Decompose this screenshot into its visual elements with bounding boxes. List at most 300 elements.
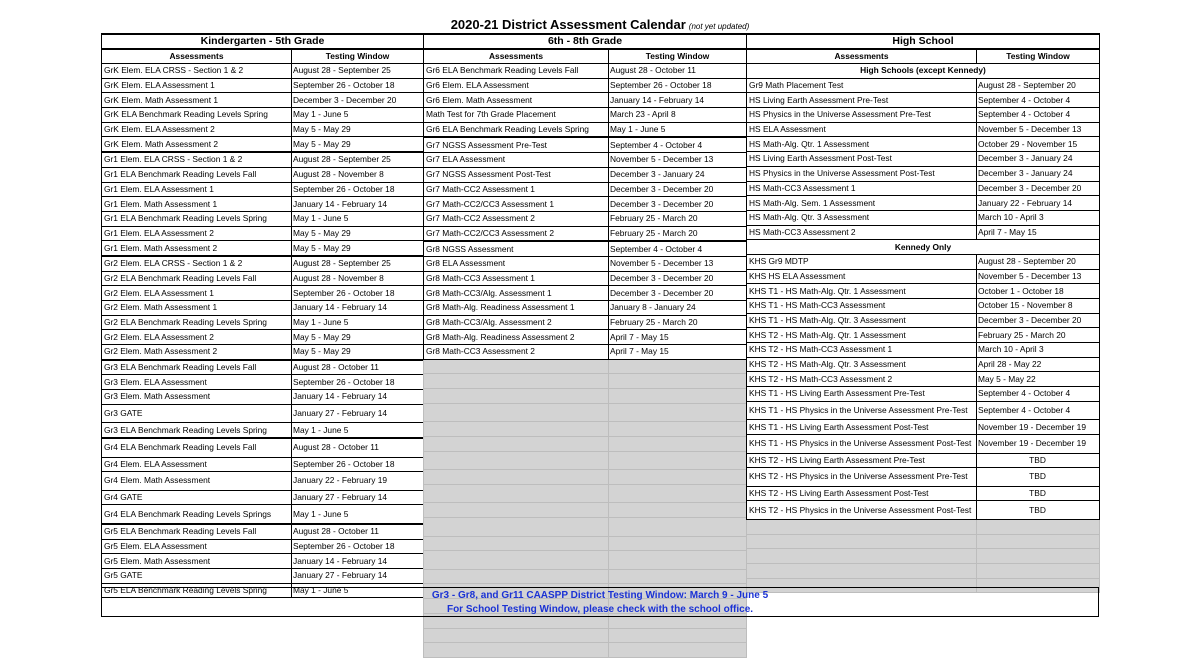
assessment-row xyxy=(747,152,1100,167)
hs-heading-row xyxy=(747,34,1100,49)
assessment-name: Gr5 Elem. Math Assessment xyxy=(102,554,292,569)
empty-cell xyxy=(977,534,1100,549)
assessment-name: Gr8 Math-CC3/Alg. Assessment 2 xyxy=(424,315,609,330)
title-text: 2020-21 District Assessment Calendar xyxy=(450,17,686,32)
assessment-name: HS Math-CC3 Assessment 1 xyxy=(747,181,977,196)
empty-filler-row xyxy=(424,437,747,452)
assessment-row xyxy=(747,387,1100,402)
assessment-row xyxy=(747,196,1100,211)
empty-cell xyxy=(977,519,1100,534)
testing-window: TBD xyxy=(977,486,1100,501)
assessment-row xyxy=(102,122,424,137)
assessment-row xyxy=(747,181,1100,196)
assessment-row xyxy=(747,269,1100,284)
k5-heading-row xyxy=(102,34,424,49)
empty-cell xyxy=(609,518,747,537)
assessment-row xyxy=(424,286,747,301)
assessment-name: Gr6 Elem. ELA Assessment xyxy=(424,78,609,93)
assessment-row xyxy=(102,524,424,539)
empty-filler-row xyxy=(424,551,747,570)
empty-cell xyxy=(609,470,747,485)
empty-cell xyxy=(609,628,747,643)
assessment-name: KHS Gr9 MDTP xyxy=(747,254,977,269)
assessment-name: HS ELA Assessment xyxy=(747,122,977,137)
empty-filler-row xyxy=(424,359,747,374)
section-6-8 xyxy=(423,33,746,658)
title-note: (not yet updated) xyxy=(688,22,750,31)
empty-filler-row xyxy=(424,536,747,551)
assessment-name: Gr5 GATE xyxy=(102,568,292,583)
testing-window: January 22 - February 19 xyxy=(292,472,424,491)
assessment-row xyxy=(747,137,1100,152)
testing-window: December 3 - December 20 xyxy=(292,93,424,108)
assessment-name: Gr4 ELA Benchmark Reading Levels Springs xyxy=(102,505,292,524)
assessment-name: KHS T1 - HS Physics in the Universe Assessment Post-Test xyxy=(747,435,977,454)
assessment-name: HS Math-Alg. Sem. 1 Assessment xyxy=(747,196,977,211)
assessment-name: GrK Elem. ELA Assessment 2 xyxy=(102,122,292,137)
empty-filler-row xyxy=(424,569,747,584)
assessment-name: Gr5 Elem. ELA Assessment xyxy=(102,539,292,554)
assessment-name: Gr2 Elem. ELA Assessment 2 xyxy=(102,330,292,345)
empty-cell xyxy=(747,563,977,578)
assessment-name: HS Math-CC3 Assessment 2 xyxy=(747,225,977,240)
testing-window: January 27 - February 14 xyxy=(292,568,424,583)
assessment-name: KHS T2 - HS Physics in the Universe Assessment Post-Test xyxy=(747,501,977,520)
testing-window: October 29 - November 15 xyxy=(977,137,1100,152)
assessment-name: Gr6 ELA Benchmark Reading Levels Spring xyxy=(424,122,609,137)
assessment-row xyxy=(424,271,747,286)
assessment-row xyxy=(102,554,424,569)
assessment-row xyxy=(102,182,424,197)
empty-cell xyxy=(609,643,747,658)
assessment-name: KHS T1 - HS Living Earth Assessment Post-Test xyxy=(747,420,977,435)
assessment-row xyxy=(102,505,424,524)
testing-window: August 28 - September 20 xyxy=(977,254,1100,269)
testing-window: May 5 - May 29 xyxy=(292,330,424,345)
empty-cell xyxy=(424,484,609,503)
assessments-column-header: Assessments xyxy=(747,49,977,64)
school-group-row xyxy=(747,240,1100,255)
assessment-name: Gr8 Math-CC3/Alg. Assessment 1 xyxy=(424,286,609,301)
assessment-row xyxy=(424,315,747,330)
testing-window: September 4 - October 4 xyxy=(609,241,747,256)
testing-window: November 5 - December 13 xyxy=(609,256,747,271)
empty-filler-row xyxy=(424,470,747,485)
assessment-name: Gr8 Math-Alg. Readiness Assessment 1 xyxy=(424,301,609,316)
empty-filler-row xyxy=(747,534,1100,549)
assessment-row xyxy=(747,313,1100,328)
testing-window: August 28 - November 8 xyxy=(292,271,424,286)
assessment-row xyxy=(424,153,747,168)
testing-window: March 23 - April 8 xyxy=(609,108,747,123)
testing-window-column-header: Testing Window xyxy=(609,49,747,64)
empty-cell xyxy=(609,359,747,374)
testing-window: January 14 - February 14 xyxy=(609,93,747,108)
empty-cell xyxy=(609,451,747,470)
assessment-row xyxy=(102,137,424,152)
assessment-row xyxy=(747,108,1100,123)
empty-cell xyxy=(424,389,609,404)
assessment-row xyxy=(102,390,424,405)
school-group-heading: Kennedy Only xyxy=(747,240,1100,255)
assessment-row xyxy=(102,152,424,167)
assessment-row xyxy=(102,93,424,108)
assessment-name: KHS T2 - HS Physics in the Universe Assessment Pre-Test xyxy=(747,468,977,487)
assessment-row xyxy=(102,423,424,438)
assessment-row xyxy=(747,435,1100,454)
testing-window: August 28 - September 25 xyxy=(292,64,424,79)
assessment-row xyxy=(424,93,747,108)
assessment-row xyxy=(747,284,1100,299)
assessment-row xyxy=(747,78,1100,93)
testing-window: December 3 - December 20 xyxy=(977,313,1100,328)
testing-window: September 26 - October 18 xyxy=(292,375,424,390)
assessment-row xyxy=(102,438,424,457)
assessment-name: Gr8 ELA Assessment xyxy=(424,256,609,271)
assessment-name: Gr2 Elem. Math Assessment 2 xyxy=(102,345,292,360)
assessment-row xyxy=(424,78,747,93)
testing-window: May 1 - June 5 xyxy=(292,505,424,524)
testing-window: December 3 - December 20 xyxy=(977,181,1100,196)
assessment-row xyxy=(424,137,747,152)
testing-window: December 3 - December 20 xyxy=(609,286,747,301)
testing-window: August 28 - October 11 xyxy=(292,524,424,539)
k5-table xyxy=(101,33,424,598)
assessment-row xyxy=(747,122,1100,137)
empty-cell xyxy=(424,518,609,537)
assessment-name: Gr4 ELA Benchmark Reading Levels Fall xyxy=(102,438,292,457)
testing-window: August 28 - October 11 xyxy=(292,438,424,457)
testing-window: April 7 - May 15 xyxy=(609,330,747,345)
empty-filler-row xyxy=(424,451,747,470)
assessment-row xyxy=(102,315,424,330)
hs-table xyxy=(746,33,1100,593)
assessment-row xyxy=(102,490,424,505)
assessment-row xyxy=(424,122,747,137)
testing-window: September 4 - October 4 xyxy=(977,108,1100,123)
assessment-name: Gr7 NGSS Assessment Pre-Test xyxy=(424,137,609,152)
testing-window: TBD xyxy=(977,453,1100,468)
testing-window: December 3 - December 20 xyxy=(609,271,747,286)
section-k5 xyxy=(101,33,423,598)
section-heading: High School xyxy=(747,34,1100,49)
assessment-name: Gr1 ELA Benchmark Reading Levels Spring xyxy=(102,211,292,226)
assessment-row xyxy=(747,401,1100,420)
assessment-row xyxy=(747,468,1100,487)
testing-window: January 27 - February 14 xyxy=(292,490,424,505)
testing-window: April 28 - May 22 xyxy=(977,357,1100,372)
assessment-row xyxy=(102,568,424,583)
assessment-row xyxy=(102,167,424,182)
assessment-row xyxy=(102,301,424,316)
assessment-row xyxy=(102,108,424,123)
assessment-row xyxy=(747,372,1100,387)
assessment-name: HS Physics in the Universe Assessment Pre-Test xyxy=(747,108,977,123)
assessment-name: Math Test for 7th Grade Placement xyxy=(424,108,609,123)
testing-window: March 10 - April 3 xyxy=(977,210,1100,225)
testing-window: May 1 - June 5 xyxy=(292,423,424,438)
assessment-name: GrK Elem. ELA Assessment 1 xyxy=(102,78,292,93)
assessment-name: GrK ELA Benchmark Reading Levels Spring xyxy=(102,108,292,123)
empty-cell xyxy=(424,551,609,570)
assessment-name: KHS T2 - HS Living Earth Assessment Pre-Test xyxy=(747,453,977,468)
assessment-row xyxy=(424,108,747,123)
empty-cell xyxy=(424,536,609,551)
assessments-column-header: Assessments xyxy=(102,49,292,64)
testing-window: May 1 - June 5 xyxy=(292,315,424,330)
assessment-name: Gr3 GATE xyxy=(102,404,292,423)
assessment-name: HS Physics in the Universe Assessment Post-Test xyxy=(747,166,977,181)
testing-window: September 4 - October 4 xyxy=(977,401,1100,420)
assessment-row xyxy=(747,343,1100,358)
empty-cell xyxy=(977,563,1100,578)
empty-cell xyxy=(609,536,747,551)
empty-cell xyxy=(424,359,609,374)
testing-window: May 1 - June 5 xyxy=(609,122,747,137)
assessment-name: HS Living Earth Assessment Pre-Test xyxy=(747,93,977,108)
assessment-row xyxy=(747,254,1100,269)
g68-heading-row xyxy=(424,34,747,49)
assessment-name: Gr6 ELA Benchmark Reading Levels Fall xyxy=(424,64,609,79)
empty-cell xyxy=(609,484,747,503)
assessment-row xyxy=(424,211,747,226)
assessment-name: Gr3 Elem. ELA Assessment xyxy=(102,375,292,390)
empty-cell xyxy=(424,628,609,643)
section-high-school xyxy=(746,33,1099,593)
testing-window: November 5 - December 13 xyxy=(977,122,1100,137)
empty-filler-row xyxy=(424,518,747,537)
empty-filler-row xyxy=(424,503,747,518)
assessment-name: GrK Elem. ELA CRSS - Section 1 & 2 xyxy=(102,64,292,79)
empty-filler-row xyxy=(747,519,1100,534)
assessment-row xyxy=(424,226,747,241)
testing-window: January 14 - February 14 xyxy=(292,301,424,316)
empty-cell xyxy=(424,403,609,422)
empty-cell xyxy=(424,643,609,658)
testing-window: December 3 - January 24 xyxy=(609,167,747,182)
assessment-row xyxy=(747,501,1100,520)
assessment-row xyxy=(102,271,424,286)
empty-filler-row xyxy=(424,422,747,437)
assessment-row xyxy=(102,256,424,271)
testing-window: TBD xyxy=(977,501,1100,520)
assessment-row xyxy=(102,330,424,345)
assessment-name: Gr4 Elem. ELA Assessment xyxy=(102,457,292,472)
assessment-row xyxy=(102,375,424,390)
assessment-name: Gr3 ELA Benchmark Reading Levels Spring xyxy=(102,423,292,438)
assessment-name: Gr6 Elem. Math Assessment xyxy=(424,93,609,108)
testing-window: September 4 - October 4 xyxy=(609,137,747,152)
assessment-name: Gr1 Elem. ELA Assessment 2 xyxy=(102,226,292,241)
assessment-name: HS Living Earth Assessment Post-Test xyxy=(747,152,977,167)
assessment-row xyxy=(747,420,1100,435)
testing-window: September 26 - October 18 xyxy=(292,286,424,301)
testing-window: February 25 - March 20 xyxy=(609,211,747,226)
empty-filler-row xyxy=(424,643,747,658)
assessment-name: Gr5 ELA Benchmark Reading Levels Spring xyxy=(102,583,292,598)
assessment-row xyxy=(102,226,424,241)
testing-window: September 26 - October 18 xyxy=(609,78,747,93)
empty-cell xyxy=(747,534,977,549)
testing-window: December 3 - December 20 xyxy=(609,197,747,212)
empty-filler-row xyxy=(424,484,747,503)
testing-window: August 28 - November 8 xyxy=(292,167,424,182)
assessment-name: Gr7 Math-CC2 Assessment 1 xyxy=(424,182,609,197)
assessment-name: KHS T1 - HS Math-CC3 Assessment xyxy=(747,299,977,314)
testing-window: September 4 - October 4 xyxy=(977,93,1100,108)
testing-window: November 19 - December 19 xyxy=(977,435,1100,454)
testing-window: May 5 - May 29 xyxy=(292,241,424,256)
assessment-row xyxy=(102,345,424,360)
empty-cell xyxy=(609,551,747,570)
empty-cell xyxy=(424,374,609,389)
assessment-name: GrK Elem. Math Assessment 2 xyxy=(102,137,292,152)
assessment-name: Gr2 Elem. Math Assessment 1 xyxy=(102,301,292,316)
testing-window: December 3 - January 24 xyxy=(977,152,1100,167)
assessment-name: Gr7 Math-CC2/CC3 Assessment 2 xyxy=(424,226,609,241)
assessment-name: KHS T2 - HS Math-CC3 Assessment 2 xyxy=(747,372,977,387)
assessment-row xyxy=(747,453,1100,468)
assessment-name: KHS T2 - HS Living Earth Assessment Post-Test xyxy=(747,486,977,501)
assessment-name: Gr1 Elem. Math Assessment 2 xyxy=(102,241,292,256)
testing-window: February 25 - March 20 xyxy=(977,328,1100,343)
testing-window: January 14 - February 14 xyxy=(292,554,424,569)
empty-cell xyxy=(424,569,609,584)
school-group-row xyxy=(747,64,1100,79)
footer-line-1: Gr3 - Gr8, and Gr11 CAASPP District Testing Window: March 9 - June 5 xyxy=(431,590,769,601)
empty-filler-row xyxy=(424,403,747,422)
testing-window: January 27 - February 14 xyxy=(292,404,424,423)
assessment-row xyxy=(424,345,747,360)
empty-cell xyxy=(609,403,747,422)
testing-window: January 8 - January 24 xyxy=(609,301,747,316)
testing-window: TBD xyxy=(977,468,1100,487)
testing-window: September 4 - October 4 xyxy=(977,387,1100,402)
assessment-name: Gr1 Elem. Math Assessment 1 xyxy=(102,197,292,212)
assessment-row xyxy=(102,472,424,491)
testing-window: September 26 - October 18 xyxy=(292,457,424,472)
testing-window: August 28 - September 25 xyxy=(292,256,424,271)
g68-column-header-row xyxy=(424,49,747,64)
testing-window: April 7 - May 15 xyxy=(609,345,747,360)
testing-window: May 1 - June 5 xyxy=(292,211,424,226)
empty-cell xyxy=(609,422,747,437)
assessment-name: Gr8 Math-CC3 Assessment 2 xyxy=(424,345,609,360)
testing-window-column-header: Testing Window xyxy=(977,49,1100,64)
empty-cell xyxy=(424,503,609,518)
testing-window: April 7 - May 15 xyxy=(977,225,1100,240)
k5-column-header-row xyxy=(102,49,424,64)
empty-cell xyxy=(609,503,747,518)
assessment-name: Gr2 Elem. ELA Assessment 1 xyxy=(102,286,292,301)
assessment-row xyxy=(424,64,747,79)
testing-window: October 1 - October 18 xyxy=(977,284,1100,299)
empty-cell xyxy=(609,374,747,389)
assessment-row xyxy=(102,360,424,375)
empty-cell xyxy=(747,549,977,564)
assessment-row xyxy=(747,328,1100,343)
empty-filler-row xyxy=(747,549,1100,564)
testing-window: February 25 - March 20 xyxy=(609,315,747,330)
assessment-name: HS Math-Alg. Qtr. 3 Assessment xyxy=(747,210,977,225)
testing-window: August 28 - October 11 xyxy=(609,64,747,79)
caaspp-footer-note xyxy=(101,587,1099,617)
testing-window: May 5 - May 29 xyxy=(292,137,424,152)
assessment-name: KHS T2 - HS Math-CC3 Assessment 1 xyxy=(747,343,977,358)
empty-cell xyxy=(424,451,609,470)
school-group-heading: High Schools (except Kennedy) xyxy=(747,64,1100,79)
assessment-row xyxy=(102,241,424,256)
assessment-row xyxy=(102,286,424,301)
assessment-row xyxy=(747,166,1100,181)
testing-window: November 5 - December 13 xyxy=(609,153,747,168)
assessment-row xyxy=(747,486,1100,501)
assessment-name: Gr4 GATE xyxy=(102,490,292,505)
assessment-name: Gr2 ELA Benchmark Reading Levels Fall xyxy=(102,271,292,286)
testing-window: May 5 - May 29 xyxy=(292,226,424,241)
assessment-name: Gr1 Elem. ELA CRSS - Section 1 & 2 xyxy=(102,152,292,167)
assessment-name: KHS T1 - HS Living Earth Assessment Pre-Test xyxy=(747,387,977,402)
assessment-name: Gr9 Math Placement Test xyxy=(747,78,977,93)
page-title xyxy=(0,17,1200,32)
testing-window: May 1 - June 5 xyxy=(292,108,424,123)
assessment-name: Gr7 Math-CC2/CC3 Assessment 1 xyxy=(424,197,609,212)
empty-cell xyxy=(424,422,609,437)
assessments-column-header: Assessments xyxy=(424,49,609,64)
empty-cell xyxy=(424,437,609,452)
assessment-name: Gr1 ELA Benchmark Reading Levels Fall xyxy=(102,167,292,182)
empty-cell xyxy=(609,389,747,404)
assessment-row xyxy=(747,225,1100,240)
assessment-row xyxy=(424,197,747,212)
testing-window: February 25 - March 20 xyxy=(609,226,747,241)
assessment-name: KHS T2 - HS Math-Alg. Qtr. 1 Assessment xyxy=(747,328,977,343)
testing-window: March 10 - April 3 xyxy=(977,343,1100,358)
assessment-name: Gr3 Elem. Math Assessment xyxy=(102,390,292,405)
empty-cell xyxy=(609,437,747,452)
assessment-row xyxy=(747,93,1100,108)
empty-cell xyxy=(424,470,609,485)
assessment-name: Gr2 Elem. ELA CRSS - Section 1 & 2 xyxy=(102,256,292,271)
testing-window: May 5 - May 29 xyxy=(292,122,424,137)
assessment-name: KHS HS ELA Assessment xyxy=(747,269,977,284)
assessment-name: Gr2 ELA Benchmark Reading Levels Spring xyxy=(102,315,292,330)
assessment-name: Gr7 Math-CC2 Assessment 2 xyxy=(424,211,609,226)
hs-column-header-row xyxy=(747,49,1100,64)
assessment-name: KHS T1 - HS Math-Alg. Qtr. 1 Assessment xyxy=(747,284,977,299)
assessment-name: Gr7 NGSS Assessment Post-Test xyxy=(424,167,609,182)
testing-window: September 26 - October 18 xyxy=(292,78,424,93)
assessment-name: Gr3 ELA Benchmark Reading Levels Fall xyxy=(102,360,292,375)
assessment-row xyxy=(747,357,1100,372)
assessment-name: KHS T1 - HS Math-Alg. Qtr. 3 Assessment xyxy=(747,313,977,328)
testing-window: January 14 - February 14 xyxy=(292,197,424,212)
testing-window: May 5 - May 22 xyxy=(977,372,1100,387)
assessment-name: KHS T1 - HS Physics in the Universe Assessment Pre-Test xyxy=(747,401,977,420)
testing-window: November 19 - December 19 xyxy=(977,420,1100,435)
assessment-name: Gr8 NGSS Assessment xyxy=(424,241,609,256)
empty-filler-row xyxy=(424,628,747,643)
testing-window: December 3 - December 20 xyxy=(609,182,747,197)
testing-window: September 26 - October 18 xyxy=(292,182,424,197)
assessment-name: KHS T2 - HS Math-Alg. Qtr. 3 Assessment xyxy=(747,357,977,372)
testing-window: August 28 - September 20 xyxy=(977,78,1100,93)
testing-window: October 15 - November 8 xyxy=(977,299,1100,314)
testing-window-column-header: Testing Window xyxy=(292,49,424,64)
assessment-row xyxy=(424,241,747,256)
assessment-name: Gr1 Elem. ELA Assessment 1 xyxy=(102,182,292,197)
testing-window: May 1 - June 5 xyxy=(292,583,424,598)
